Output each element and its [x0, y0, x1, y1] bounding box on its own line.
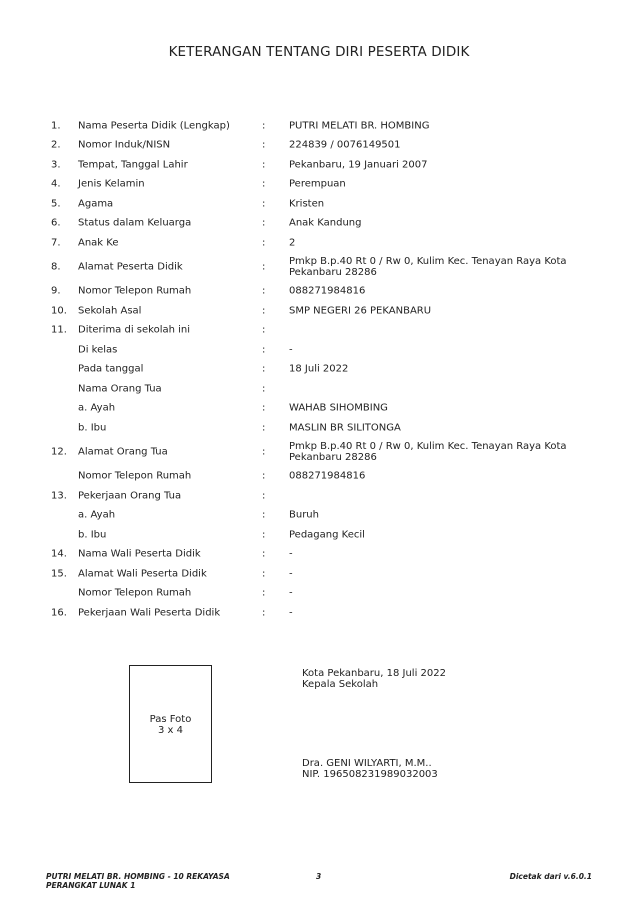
row-value: PUTRI MELATI BR. HOMBING [289, 120, 430, 132]
list-item [0, 525, 638, 545]
row-colon: : [262, 587, 266, 599]
row-number: 4. [51, 178, 61, 190]
row-number: 1. [51, 120, 61, 132]
row-colon: : [262, 285, 266, 297]
row-label: Tempat, Tanggal Lahir [78, 159, 188, 171]
list-item [0, 467, 638, 487]
row-colon: : [262, 198, 266, 210]
row-label: Nomor Telepon Rumah [78, 285, 192, 297]
footer-student-line2: PERANGKAT LUNAK 1 [46, 880, 136, 890]
row-value: Kristen [289, 198, 325, 210]
row-label: Alamat Orang Tua [78, 446, 168, 458]
row-value: WAHAB SIHOMBING [289, 402, 388, 414]
row-number: 3. [51, 159, 61, 171]
row-value: - [289, 568, 293, 580]
list-item [0, 545, 638, 565]
list-item [0, 399, 638, 419]
row-value: 18 Juli 2022 [289, 363, 349, 375]
list-item [0, 321, 638, 341]
signature-place-date: Kota Pekanbaru, 18 Juli 2022 [302, 668, 446, 679]
row-value: 088271984816 [289, 285, 366, 297]
footer-version: Dicetak dari v.6.0.1 [509, 872, 592, 881]
signature-name: Dra. GENI WILYARTI, M.M.. [302, 758, 432, 769]
row-value: 088271984816 [289, 470, 366, 482]
row-number: 11. [51, 324, 67, 336]
list-item [0, 282, 638, 302]
list-item [0, 438, 638, 467]
list-item [0, 253, 638, 282]
row-colon: : [262, 607, 266, 619]
row-colon: : [262, 344, 266, 356]
row-label: Alamat Wali Peserta Didik [78, 568, 207, 580]
row-value: - [289, 344, 293, 356]
list-item [0, 175, 638, 195]
student-info-list [0, 116, 638, 623]
row-value: MASLIN BR SILITONGA [289, 422, 401, 434]
row-label: Alamat Peserta Didik [78, 261, 183, 273]
row-number: 15. [51, 568, 67, 580]
row-label: Nama Peserta Didik (Lengkap) [78, 120, 230, 132]
list-item [0, 301, 638, 321]
row-number: 10. [51, 305, 67, 317]
row-colon: : [262, 324, 266, 336]
footer-student [46, 873, 230, 890]
row-colon: : [262, 402, 266, 414]
row-colon: : [262, 139, 266, 151]
signature-position: Kepala Sekolah [302, 679, 379, 690]
list-item [0, 584, 638, 604]
row-colon: : [262, 217, 266, 229]
list-item [0, 194, 638, 214]
row-label: Pekerjaan Orang Tua [78, 490, 182, 502]
row-colon: : [262, 363, 266, 375]
row-value: Buruh [289, 509, 319, 521]
row-label: b. Ibu [78, 529, 107, 541]
row-value: Pmkp B.p.40 Rt 0 / Rw 0, Kulim Kec. Tenayan Raya Kota Pekanbaru 28286 [289, 256, 567, 278]
row-number: 8. [51, 261, 61, 273]
row-number: 14. [51, 548, 67, 560]
row-value: Perempuan [289, 178, 346, 190]
row-colon: : [262, 548, 266, 560]
row-colon: : [262, 529, 266, 541]
row-number: 2. [51, 139, 61, 151]
row-colon: : [262, 490, 266, 502]
row-label: Jenis Kelamin [78, 178, 145, 190]
row-colon: : [262, 470, 266, 482]
row-number: 7. [51, 237, 61, 249]
list-item [0, 116, 638, 136]
footer-page-number: 3 [316, 872, 322, 881]
row-value: 2 [289, 237, 296, 249]
list-item [0, 214, 638, 234]
row-colon: : [262, 178, 266, 190]
photo-caption-line2: 3 x 4 [158, 725, 183, 736]
list-item [0, 418, 638, 438]
row-value: - [289, 587, 293, 599]
list-item [0, 486, 638, 506]
row-label: Pada tanggal [78, 363, 144, 375]
row-colon: : [262, 120, 266, 132]
list-item [0, 506, 638, 526]
row-colon: : [262, 422, 266, 434]
row-colon: : [262, 446, 266, 458]
row-value: SMP NEGERI 26 PEKANBARU [289, 305, 432, 317]
signature-nip: NIP. 196508231989032003 [302, 769, 438, 780]
row-label: Di kelas [78, 344, 118, 356]
row-colon: : [262, 509, 266, 521]
row-value: Anak Kandung [289, 217, 362, 229]
row-label: a. Ayah [78, 402, 116, 414]
row-label: Nama Wali Peserta Didik [78, 548, 201, 560]
row-label: a. Ayah [78, 509, 116, 521]
row-number: 16. [51, 607, 67, 619]
row-value: 224839 / 0076149501 [289, 139, 401, 151]
row-label: Nomor Telepon Rumah [78, 470, 192, 482]
row-value: Pmkp B.p.40 Rt 0 / Rw 0, Kulim Kec. Tenayan Raya Kota Pekanbaru 28286 [289, 441, 567, 463]
row-label: Anak Ke [78, 237, 119, 249]
row-number: 6. [51, 217, 61, 229]
row-number: 12. [51, 446, 67, 458]
footer-student-line1: PUTRI MELATI BR. HOMBING - 10 REKAYASA [46, 872, 230, 881]
row-colon: : [262, 261, 266, 273]
row-label: Diterima di sekolah ini [78, 324, 191, 336]
row-label: Nama Orang Tua [78, 383, 162, 395]
row-value: Pekanbaru, 19 Januari 2007 [289, 159, 428, 171]
page-title: KETERANGAN TENTANG DIRI PESERTA DIDIK [168, 44, 470, 60]
row-label: Agama [78, 198, 114, 210]
row-label: b. Ibu [78, 422, 107, 434]
row-number: 5. [51, 198, 61, 210]
row-number: 13. [51, 490, 67, 502]
photo-caption-line1: Pas Foto [149, 714, 192, 725]
row-number: 9. [51, 285, 61, 297]
row-colon: : [262, 237, 266, 249]
row-colon: : [262, 568, 266, 580]
row-colon: : [262, 305, 266, 317]
row-value: Pedagang Kecil [289, 529, 365, 541]
photo-caption [130, 714, 211, 736]
row-label: Sekolah Asal [78, 305, 142, 317]
row-colon: : [262, 159, 266, 171]
list-item [0, 155, 638, 175]
row-label: Nomor Telepon Rumah [78, 587, 192, 599]
list-item [0, 603, 638, 623]
list-item [0, 360, 638, 380]
list-item [0, 379, 638, 399]
row-label: Nomor Induk/NISN [78, 139, 171, 151]
list-item [0, 136, 638, 156]
row-value: - [289, 607, 293, 619]
list-item [0, 340, 638, 360]
row-colon: : [262, 383, 266, 395]
photo-placeholder [129, 665, 212, 783]
row-label: Pekerjaan Wali Peserta Didik [78, 607, 221, 619]
list-item [0, 233, 638, 253]
list-item [0, 564, 638, 584]
row-label: Status dalam Keluarga [78, 217, 192, 229]
row-value: - [289, 548, 293, 560]
